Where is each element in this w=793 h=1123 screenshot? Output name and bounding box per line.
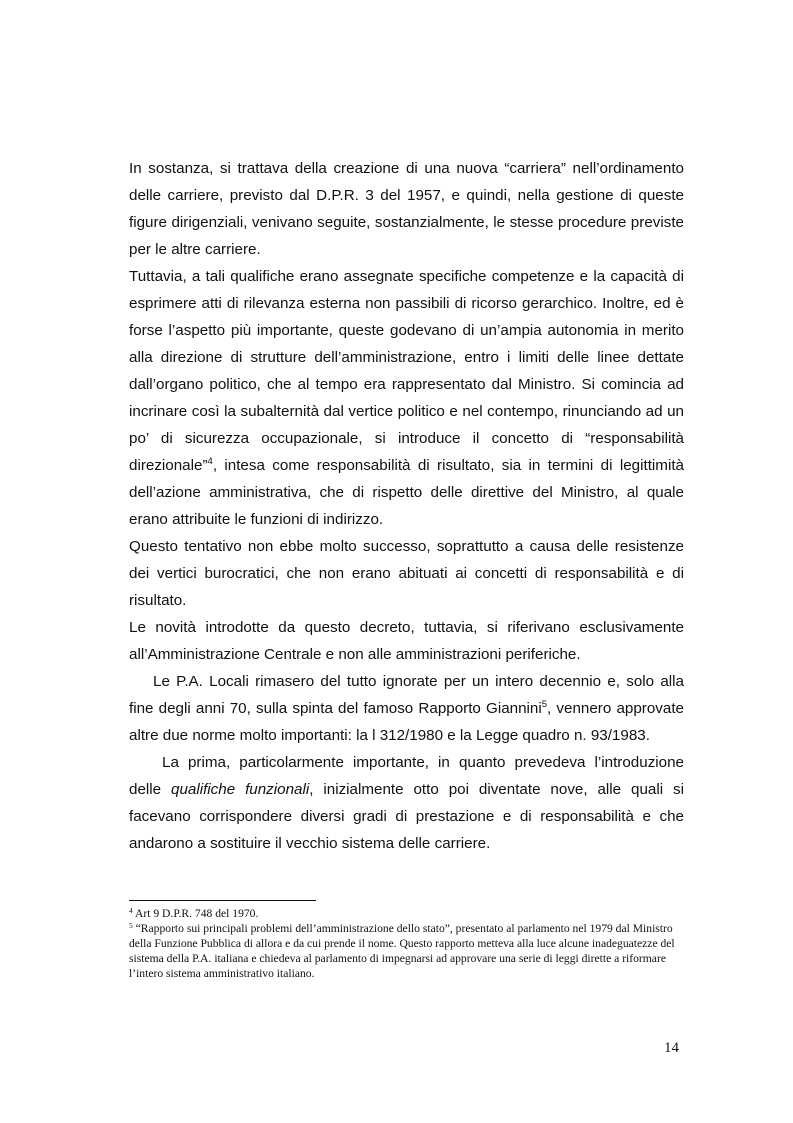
footnote-4-number: 4: [129, 906, 133, 915]
paragraph-1: [129, 155, 684, 263]
paragraph-2: [129, 263, 684, 533]
paragraph-6-text-a: La prima, particolarmente importante, in quanto prevedeva l’introduzione delle: [129, 754, 684, 798]
footnote-5: [129, 921, 684, 981]
footnote-ref-5: 5: [541, 699, 548, 710]
footnote-ref-4: 4: [207, 456, 213, 467]
paragraph-4: [129, 614, 684, 668]
footnote-5-number: 5: [129, 921, 133, 930]
footnote-4: [129, 906, 684, 921]
paragraph-5: [129, 668, 684, 749]
paragraph-2-text-b: , intesa come responsabilità di risultato, sia in termini di legittimità dell’azione amministrativa, che di rispetto delle direttive del Ministro, al quale erano attribuite le funzioni di indirizzo.: [129, 457, 684, 528]
paragraph-2-text-a: Tuttavia, a tali qualifiche erano assegnate specifiche competenze e la capacità di esprimere atti di rilevanza esterna non passibili di ricorso gerarchico. Inoltre, ed è forse l’aspetto più importante, queste godevano di un’ampia autonomia in merito alla direzione di strutture dell’amministrazione, entro i limiti delle linee dettate dall’organo politico, che al tempo era rappresentato dal Ministro. Si comincia ad incrinare così la subalternità dal vertice politico e nel contempo, rinunciando ad un po’ di sicurezza occupazionale, si introduce il concetto di “responsabilità direzionale”: [129, 268, 684, 474]
paragraph-1-text: In sostanza, si trattava della creazione di una nuova “carriera” nell’ordinamento delle carriere, previsto dal D.P.R. 3 del 1957, e quindi, nella gestione di queste figure dirigenziali, venivano seguite, sostanzialmente, le stesse procedure previste per le altre carriere.: [129, 160, 684, 258]
paragraph-4-text: Le novità introdotte da questo decreto, tuttavia, si riferivano esclusivamente all’Amministrazione Centrale e non alle amministrazioni periferiche.: [129, 619, 684, 663]
paragraph-6-emphasis: qualifiche funzionali: [171, 781, 310, 798]
paragraph-6: [129, 749, 684, 857]
footnote-4-text: Art 9 D.P.R. 748 del 1970.: [132, 907, 259, 920]
page-number: 14: [664, 1040, 679, 1056]
paragraph-3-text: Questo tentativo non ebbe molto successo, soprattutto a causa delle resistenze dei vertici burocratici, che non erano abituati ai concetti di responsabilità e di risultato.: [129, 538, 684, 609]
footnote-separator: [129, 900, 316, 901]
body-text: [129, 155, 684, 857]
paragraph-6-text-b: , inizialmente otto poi diventate nove, alle quali si facevano corrispondere diversi gradi di prestazione e di responsabilità e che andarono a sostituire il vecchio sistema delle carriere.: [129, 781, 684, 852]
paragraph-5-text-b: , vennero approvate altre due norme molto importanti: la l 312/1980 e la Legge quadro n. 93/1983.: [129, 700, 684, 744]
paragraph-3: [129, 533, 684, 614]
footnotes: [129, 906, 684, 981]
footnote-5-text: “Rapporto sui principali problemi dell’amministrazione dello stato”, presentato al parlamento nel 1979 dal Ministro della Funzione Pubblica di allora e da cui prende il nome. Questo rapporto metteva alla luce alcune inadeguatezze del sistema della P.A. italiana e chiedeva al parlamento di impegnarsi ad approvare una serie di leggi dirette a riformare l’intero sistema amministrativo italiano.: [129, 922, 675, 980]
paragraph-5-text-a: Le P.A. Locali rimasero del tutto ignorate per un intero decennio e, solo alla fine degli anni 70, sulla spinta del famoso Rapporto Giannini: [129, 673, 684, 717]
